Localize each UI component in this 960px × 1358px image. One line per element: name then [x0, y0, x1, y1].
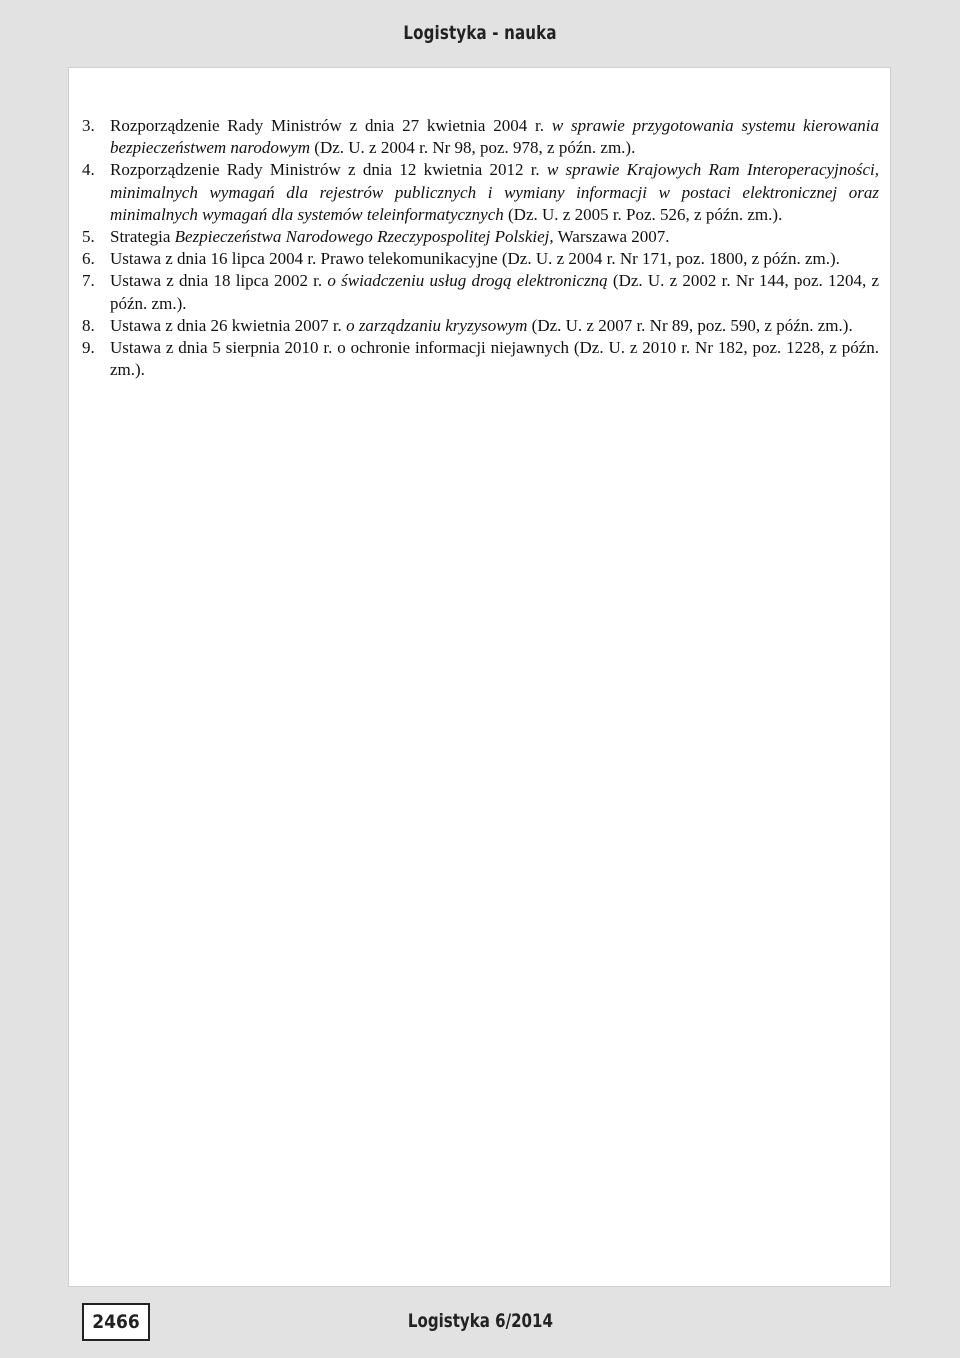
page-number-box: 2466: [82, 1303, 150, 1341]
reference-title-italic: w sprawie przygotowania systemu kierowania bezpieczeństwem narodowym: [110, 116, 879, 158]
reference-text-part: (Dz. U. z 2004 r. Nr 98, poz. 978, z późn. zm.).: [310, 138, 636, 158]
reference-item: [82, 270, 879, 314]
reference-text-part: Ustawa z dnia 16 lipca 2004 r. Prawo telekomunikacyjne (Dz. U. z 2004 r. Nr 171, poz. 1800, z późn. zm.).: [110, 249, 840, 269]
reference-number: 5.: [82, 227, 95, 247]
reference-number: 4.: [82, 160, 95, 180]
reference-text-part: , Warszawa 2007.: [549, 227, 670, 247]
reference-item: [82, 115, 879, 159]
reference-text: [110, 160, 879, 223]
reference-text-part: Ustawa z dnia 5 sierpnia 2010 r. o ochronie informacji niejawnych (Dz. U. z 2010 r. Nr 182, poz. 1228, z późn. zm.).: [110, 338, 879, 380]
reference-text: [110, 316, 853, 335]
reference-text: [110, 227, 670, 246]
reference-title-italic: w sprawie Krajowych Ram Interoperacyjności, minimalnych wymagań dla rejestrów publicznych i wymiany informacji w postaci elektronicznej oraz minimalnych wymagań dla systemów teleinformatycznych: [110, 160, 879, 224]
reference-text-part: Ustawa z dnia 26 kwietnia 2007 r.: [110, 315, 347, 335]
reference-text-part: (Dz. U. z 2007 r. Nr 89, poz. 590, z późn. zm.).: [527, 315, 853, 335]
journal-issue-label: Logistyka 6/2014: [407, 1310, 553, 1332]
reference-title-italic: Bezpieczeństwa Narodowego Rzeczypospolitej Polskiej: [174, 227, 550, 247]
reference-item: [82, 159, 879, 226]
reference-text-part: Strategia: [110, 227, 175, 247]
reference-text-part: Ustawa z dnia 18 lipca 2002 r.: [110, 271, 328, 291]
reference-number: 3.: [82, 116, 95, 135]
reference-item: [82, 315, 879, 337]
reference-text: [110, 338, 879, 379]
reference-item: [82, 337, 879, 381]
reference-number: 8.: [82, 315, 95, 335]
content-panel: [68, 67, 891, 1287]
reference-title-italic: o zarządzaniu kryzysowym: [346, 315, 528, 335]
reference-text-part: Rozporządzenie Rady Ministrów z dnia 12 kwietnia 2012 r.: [110, 160, 547, 180]
reference-number: 7.: [82, 271, 95, 291]
reference-text: [110, 271, 879, 312]
reference-text-part: Rozporządzenie Rady Ministrów z dnia 27 kwietnia 2004 r.: [110, 116, 552, 135]
reference-item: [82, 248, 879, 270]
reference-text-part: (Dz. U. z 2005 r. Poz. 526, z późn. zm.).: [503, 204, 783, 224]
reference-number: 6.: [82, 249, 95, 269]
running-header-title: Logistyka - nauka: [403, 22, 557, 44]
references-list: [82, 115, 879, 381]
reference-text: [110, 116, 879, 157]
reference-number: 9.: [82, 338, 95, 358]
reference-item: [82, 226, 879, 248]
reference-title-italic: o świadczeniu usług drogą elektroniczną: [327, 271, 608, 291]
reference-text-part: (Dz. U. z 2002 r. Nr 144, poz. 1204, z późn. zm.).: [110, 271, 879, 313]
reference-text: [110, 249, 840, 268]
